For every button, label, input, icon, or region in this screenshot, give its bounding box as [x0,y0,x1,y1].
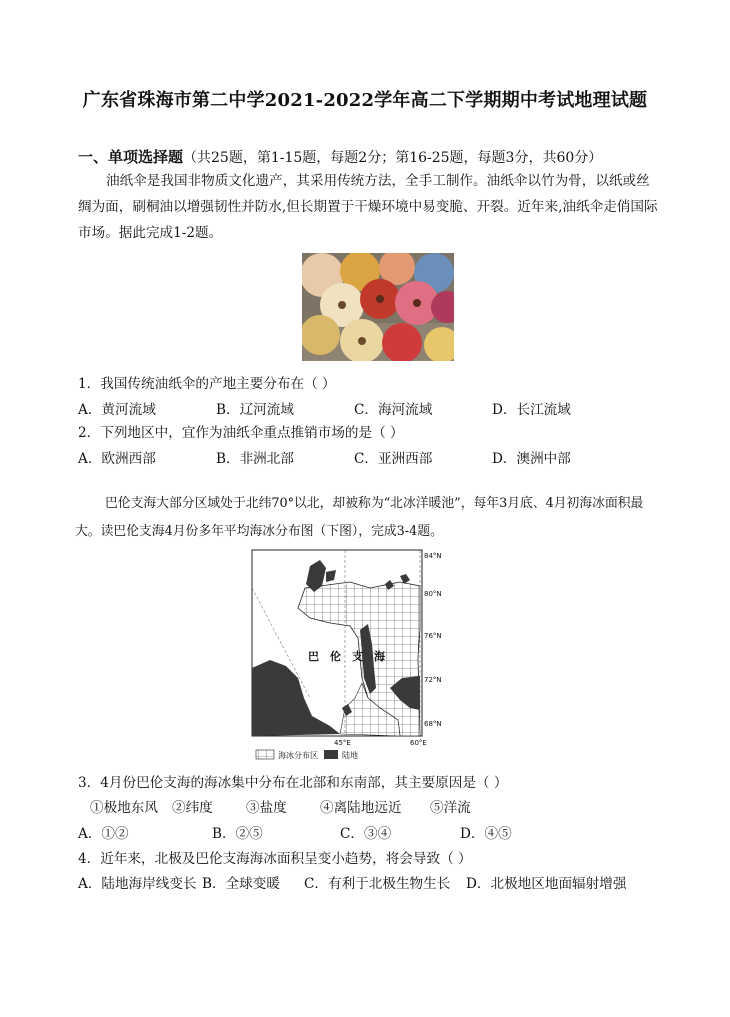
q3-factor-5: ⑤洋流 [430,800,471,816]
q1-option-c[interactable]: C．海河流域 [354,402,433,418]
map-sea-label: 巴 伦 支 海 [308,650,385,663]
q3-option-d[interactable]: D．④⑤ [460,826,512,842]
legend-ice-label: 海冰分布区 [278,751,318,760]
intro-paragraph-umbrella: 油纸伞是我国非物质文化遗产，其采用传统方法，全手工制作。油纸伞以竹为骨，以纸或丝绸为面，刷桐油以增强韧性并防水,但长期置于干燥环境中易变脆、开裂。近年来,油纸伞走俏国际市场。据此完成1-2题。 [78,173,658,241]
legend-land-swatch [324,750,338,759]
section-title: 一、单项选择题 [78,148,184,166]
lat-label-72: 72°N [424,676,442,684]
umbrella-photo [302,253,454,361]
q2-option-d[interactable]: D．澳洲中部 [492,451,571,467]
q4-option-a[interactable]: A．陆地海岸线变长 [78,876,197,892]
q3-factor-4: ④离陆地远近 [320,800,402,816]
legend-ice-swatch [256,750,274,759]
q1-option-a[interactable]: A．黄河流域 [78,402,156,418]
lat-label-84: 84°N [424,552,442,560]
q4-option-c[interactable]: C．有利于北极生物生长 [304,876,451,892]
q3-option-a[interactable]: A．①② [78,826,129,842]
lat-label-68: 68°N [424,720,442,728]
q2-option-a[interactable]: A．欧洲西部 [78,451,156,467]
q1-option-b[interactable]: B．辽河流域 [216,402,294,418]
q3-factor-3: ③盐度 [246,800,287,816]
barents-sea-map [250,548,450,763]
section-heading [78,146,678,167]
umbrella-photo-drawing [302,253,454,361]
q3-option-b[interactable]: B．②⑤ [212,826,263,842]
lat-label-76: 76°N [424,632,442,640]
question-3-stem: 3．4月份巴伦支海的海冰集中分布在北部和东南部，其主要原因是（ ） [78,775,508,791]
legend-land-label: 陆地 [342,751,358,760]
lat-label-80: 80°N [424,590,442,598]
question-4-stem: 4．近年来，北极及巴伦支海海冰面积呈变小趋势，将会导致（ ） [78,851,472,867]
question-1-stem: 1．我国传统油纸伞的产地主要分布在（ ） [78,376,336,392]
q2-option-b[interactable]: B．非洲北部 [216,451,294,467]
q4-option-b[interactable]: B．全球变暖 [202,876,280,892]
question-2-stem: 2．下列地区中，宜作为油纸伞重点推销市场的是（ ） [78,425,404,441]
q3-option-c[interactable]: C．③④ [340,826,392,842]
intro-paragraph-barents: 巴伦支海大部分区域处于北纬70°以北，却被称为“北冰洋暖池”，每年3月底、4月初海冰面积最大。读巴伦支海4月份多年平均海冰分布图（下图），完成3-4题。 [75,496,644,539]
section-note: （共25题，第1-15题，每题2分；第16-25题，每题3分，共60分） [183,150,603,166]
page-title: 广东省珠海市第二中学2021-2022学年高二下学期期中考试地理试题 [82,90,648,111]
q3-factor-2: ②纬度 [172,800,213,816]
q4-option-d[interactable]: D．北极地区地面辐射增强 [466,876,627,892]
q3-factor-1: ①极地东风 [90,800,158,816]
lon-label-60: 60°E [410,739,427,747]
q2-option-c[interactable]: C．亚洲西部 [354,451,433,467]
barents-sea-map-drawing [250,548,450,763]
lon-label-45: 45°E [334,739,351,747]
q1-option-d[interactable]: D．长江流域 [492,402,571,418]
